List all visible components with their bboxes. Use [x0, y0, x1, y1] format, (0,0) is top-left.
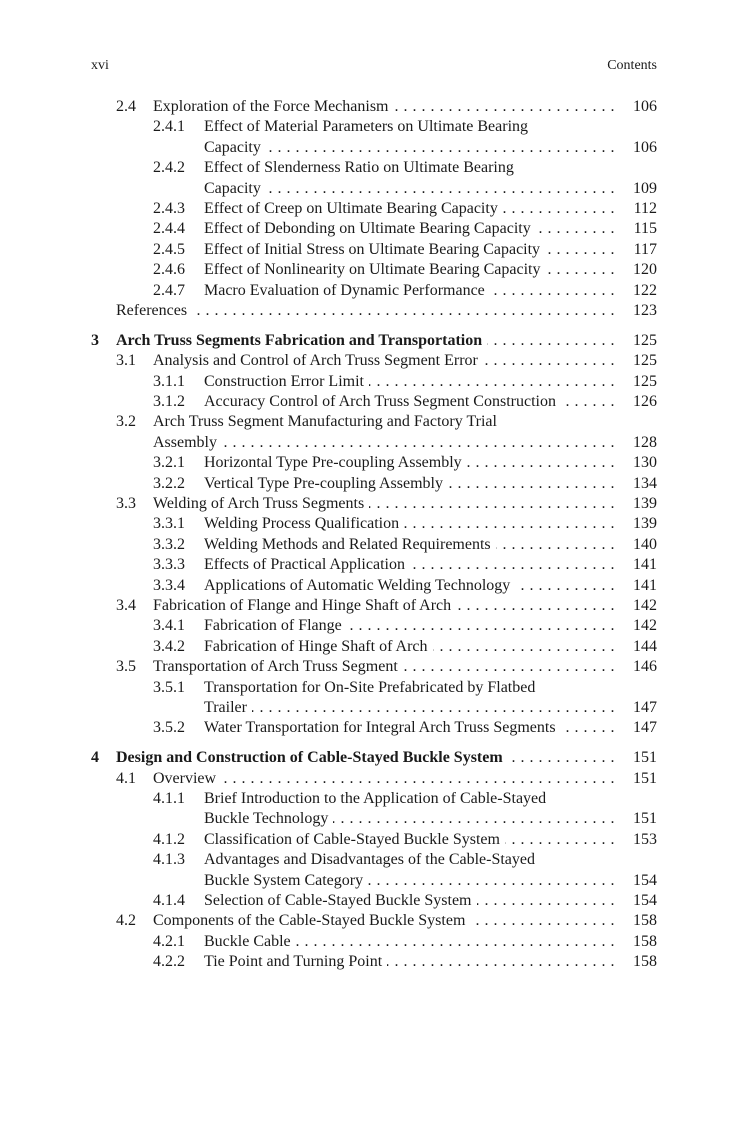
toc-entry-number: 4.1.3 [153, 851, 185, 869]
page-header [91, 58, 657, 78]
toc-entry-title: Advantages and Disadvantages of the Cable-Stayed [204, 850, 615, 870]
table-of-contents [91, 97, 657, 973]
toc-entry[interactable] [91, 117, 657, 137]
toc-entry-page: 125 [633, 352, 657, 370]
toc-entry-page: 151 [633, 769, 657, 787]
toc-entry-page: 128 [633, 433, 657, 451]
page-number: xvi [91, 58, 109, 73]
toc-entry-page: 109 [633, 179, 657, 197]
toc-entry-number: 3.2.1 [153, 454, 185, 472]
toc-entry[interactable] [91, 769, 657, 789]
toc-entry-number: 2.4.3 [153, 199, 185, 217]
toc-entry-number: 2.4.4 [153, 220, 185, 238]
toc-entry-page: 112 [633, 199, 657, 217]
toc-entry-title: Transportation for On-Site Prefabricated by Flatbed [204, 678, 615, 698]
toc-entry-title: Buckle Technology . . . [204, 809, 615, 829]
toc-entry[interactable] [91, 789, 657, 809]
toc-entry-title: Macro Evaluation of Dynamic Performance . . . [204, 281, 615, 301]
toc-entry-page: 147 [633, 698, 657, 716]
toc-entry-page: 122 [633, 281, 657, 299]
toc-entry[interactable] [91, 809, 657, 829]
toc-entry[interactable] [91, 453, 657, 473]
toc-entry-page: 142 [633, 596, 657, 614]
toc-entry[interactable] [91, 911, 657, 931]
toc-entry[interactable] [91, 718, 657, 738]
toc-entry[interactable] [91, 158, 657, 178]
toc-entry-title: Fabrication of Flange and Hinge Shaft of Arch . . . [153, 596, 615, 616]
toc-entry[interactable] [91, 372, 657, 392]
toc-entry-title: Assembly . . . [153, 433, 615, 453]
toc-entry-page: 115 [633, 220, 657, 238]
toc-entry[interactable] [91, 240, 657, 260]
toc-entry-title: Horizontal Type Pre-coupling Assembly . . . [204, 453, 615, 473]
toc-entry-number: 3.5.2 [153, 719, 185, 737]
toc-entry[interactable] [91, 596, 657, 616]
toc-entry-page: 158 [633, 932, 657, 950]
toc-entry-page: 106 [633, 98, 657, 115]
toc-entry-page: 126 [633, 393, 657, 411]
toc-entry-title: Buckle Cable . . . [204, 932, 615, 952]
toc-entry-title: Effect of Initial Stress on Ultimate Bearing Capacity . . . [204, 240, 615, 260]
toc-entry-number: 4.1.1 [153, 790, 185, 808]
toc-entry[interactable] [91, 616, 657, 636]
toc-entry-page: 154 [633, 892, 657, 910]
running-title: Contents [607, 58, 657, 73]
toc-entry-page: 151 [633, 749, 657, 767]
toc-entry[interactable] [91, 331, 657, 351]
toc-entry-number: 3.4.1 [153, 617, 185, 635]
toc-entry[interactable] [91, 657, 657, 677]
toc-entry-number: 3.4.2 [153, 637, 185, 655]
toc-entry-page: 146 [633, 658, 657, 676]
toc-entry-title: Fabrication of Flange . . . [204, 616, 615, 636]
toc-entry-number: 3.2 [116, 413, 136, 431]
toc-entry-number: 4.1.2 [153, 830, 185, 848]
toc-entry-number: 4 [91, 749, 99, 767]
toc-entry-title: Effects of Practical Application . . . [204, 555, 615, 575]
toc-entry-page: 141 [633, 576, 657, 594]
toc-entry-page: 141 [633, 556, 657, 574]
toc-entry-page: 117 [633, 240, 657, 258]
toc-entry[interactable] [91, 748, 657, 768]
toc-entry-title: Effect of Material Parameters on Ultimate Bearing [204, 117, 615, 137]
toc-entry-title: Transportation of Arch Truss Segment . . . [153, 657, 615, 677]
toc-entry-number: 3.2.2 [153, 474, 185, 492]
toc-entry-title: Construction Error Limit . . . [204, 372, 615, 392]
toc-entry[interactable] [91, 97, 657, 117]
toc-entry-number: 4.2.2 [153, 953, 185, 971]
toc-entry[interactable] [91, 576, 657, 596]
toc-entry-page: 130 [633, 454, 657, 472]
toc-entry[interactable] [91, 219, 657, 239]
toc-entry-title: Overview . . . [153, 769, 615, 789]
toc-entry-title: Welding of Arch Truss Segments . . . [153, 494, 615, 514]
toc-entry[interactable] [91, 199, 657, 219]
toc-entry-title: Effect of Nonlinearity on Ultimate Bearing Capacity . . . [204, 260, 615, 280]
toc-entry-page: 123 [633, 301, 657, 319]
toc-entry-page: 142 [633, 617, 657, 635]
toc-entry-number: 3.5 [116, 658, 136, 676]
toc-entry[interactable] [91, 514, 657, 534]
toc-entry-page: 139 [633, 515, 657, 533]
toc-entry-number: 4.1 [116, 769, 136, 787]
toc-entry[interactable] [91, 952, 657, 972]
toc-entry[interactable] [91, 830, 657, 850]
toc-entry-number: 4.2.1 [153, 932, 185, 950]
toc-entry-title: Fabrication of Hinge Shaft of Arch . . . [204, 637, 615, 657]
toc-entry-page: 147 [633, 719, 657, 737]
toc-entry[interactable] [91, 179, 657, 199]
toc-entry-page: 125 [633, 331, 657, 349]
toc-entry-title: Analysis and Control of Arch Truss Segment Error . . . [153, 351, 615, 371]
toc-entry-number: 3.4 [116, 596, 136, 614]
toc-entry-title: Design and Construction of Cable-Stayed Buckle System . . . [116, 748, 615, 768]
toc-entry[interactable] [91, 850, 657, 870]
toc-entry-number: 4.1.4 [153, 892, 185, 910]
toc-entry-number: 3.5.1 [153, 678, 185, 696]
toc-entry[interactable] [91, 494, 657, 514]
toc-entry[interactable] [91, 138, 657, 158]
toc-entry-number: 3.3.3 [153, 556, 185, 574]
toc-entry-number: 4.2 [116, 912, 136, 930]
toc-entry-number: 2.4.5 [153, 240, 185, 258]
toc-entry-title: Tie Point and Turning Point . . . [204, 952, 615, 972]
toc-entry[interactable] [91, 392, 657, 412]
toc-entry[interactable] [91, 260, 657, 280]
toc-entry-title: Water Transportation for Integral Arch Truss Segments . . . [204, 718, 615, 738]
toc-entry[interactable] [91, 891, 657, 911]
toc-entry-title: Classification of Cable-Stayed Buckle System . . . [204, 830, 615, 850]
toc-entry-title: References . . . [116, 301, 615, 321]
toc-entry-number: 2.4.2 [153, 159, 185, 177]
toc-entry-page: 139 [633, 495, 657, 513]
toc-entry-page: 106 [633, 138, 657, 156]
toc-entry-title: Components of the Cable-Stayed Buckle System . . . [153, 911, 615, 931]
toc-entry-number: 3.3.1 [153, 515, 185, 533]
toc-entry-title: Brief Introduction to the Application of Cable-Stayed [204, 789, 615, 809]
toc-entry-number: 2.4.7 [153, 281, 185, 299]
toc-entry[interactable] [91, 637, 657, 657]
toc-entry-title: Effect of Debonding on Ultimate Bearing Capacity . . . [204, 219, 615, 239]
toc-entry[interactable] [91, 871, 657, 891]
toc-entry-title: Arch Truss Segment Manufacturing and Factory Trial [153, 412, 615, 432]
toc-entry[interactable] [91, 698, 657, 718]
toc-entry-page: 125 [633, 372, 657, 390]
toc-entry[interactable] [91, 474, 657, 494]
toc-entry-title: Capacity . . . [204, 138, 615, 158]
toc-entry-number: 3.3.2 [153, 535, 185, 553]
toc-entry[interactable] [91, 678, 657, 698]
toc-entry-page: 151 [633, 810, 657, 828]
toc-entry-title: Effect of Slenderness Ratio on Ultimate Bearing [204, 158, 615, 178]
toc-entry-title: Vertical Type Pre-coupling Assembly . . . [204, 474, 615, 494]
toc-entry[interactable] [91, 281, 657, 301]
toc-entry-number: 3.1 [116, 352, 136, 370]
toc-entry-title: Trailer . . . [204, 698, 615, 718]
toc-entry-number: 2.4.1 [153, 118, 185, 136]
toc-entry-number: 3.3 [116, 495, 136, 513]
toc-entry-title: Capacity . . . [204, 179, 615, 199]
toc-entry[interactable] [91, 301, 657, 321]
toc-entry-title: Welding Methods and Related Requirements . . . [204, 535, 615, 555]
toc-entry-page: 144 [633, 637, 657, 655]
toc-entry-page: 158 [633, 912, 657, 930]
toc-entry[interactable] [91, 555, 657, 575]
toc-entry-page: 154 [633, 871, 657, 889]
toc-entry[interactable] [91, 535, 657, 555]
toc-entry-page: 134 [633, 474, 657, 492]
toc-entry[interactable] [91, 932, 657, 952]
toc-entry-number: 3.1.1 [153, 372, 185, 390]
toc-entry-title: Arch Truss Segments Fabrication and Transportation . . . [116, 331, 615, 351]
toc-entry-title: Selection of Cable-Stayed Buckle System . . . [204, 891, 615, 911]
toc-entry-number: 2.4 [116, 98, 136, 115]
toc-entry-page: 158 [633, 953, 657, 971]
toc-entry-title: Accuracy Control of Arch Truss Segment Construction . . . [204, 392, 615, 412]
toc-entry-page: 140 [633, 535, 657, 553]
toc-entry-page: 120 [633, 261, 657, 279]
toc-entry-number: 3.3.4 [153, 576, 185, 594]
toc-entry-page: 153 [633, 830, 657, 848]
toc-entry[interactable] [91, 351, 657, 371]
toc-entry-number: 3.1.2 [153, 393, 185, 411]
toc-entry[interactable] [91, 412, 657, 432]
toc-entry-title: Welding Process Qualification . . . [204, 514, 615, 534]
toc-entry[interactable] [91, 433, 657, 453]
toc-entry-number: 2.4.6 [153, 261, 185, 279]
toc-entry-title: Effect of Creep on Ultimate Bearing Capacity . . . [204, 199, 615, 219]
toc-entry-number: 3 [91, 331, 99, 349]
toc-entry-title: Applications of Automatic Welding Technology . . . [204, 576, 615, 596]
toc-entry-title: Exploration of the Force Mechanism . . . [153, 97, 615, 117]
toc-entry-title: Buckle System Category . . . [204, 871, 615, 891]
